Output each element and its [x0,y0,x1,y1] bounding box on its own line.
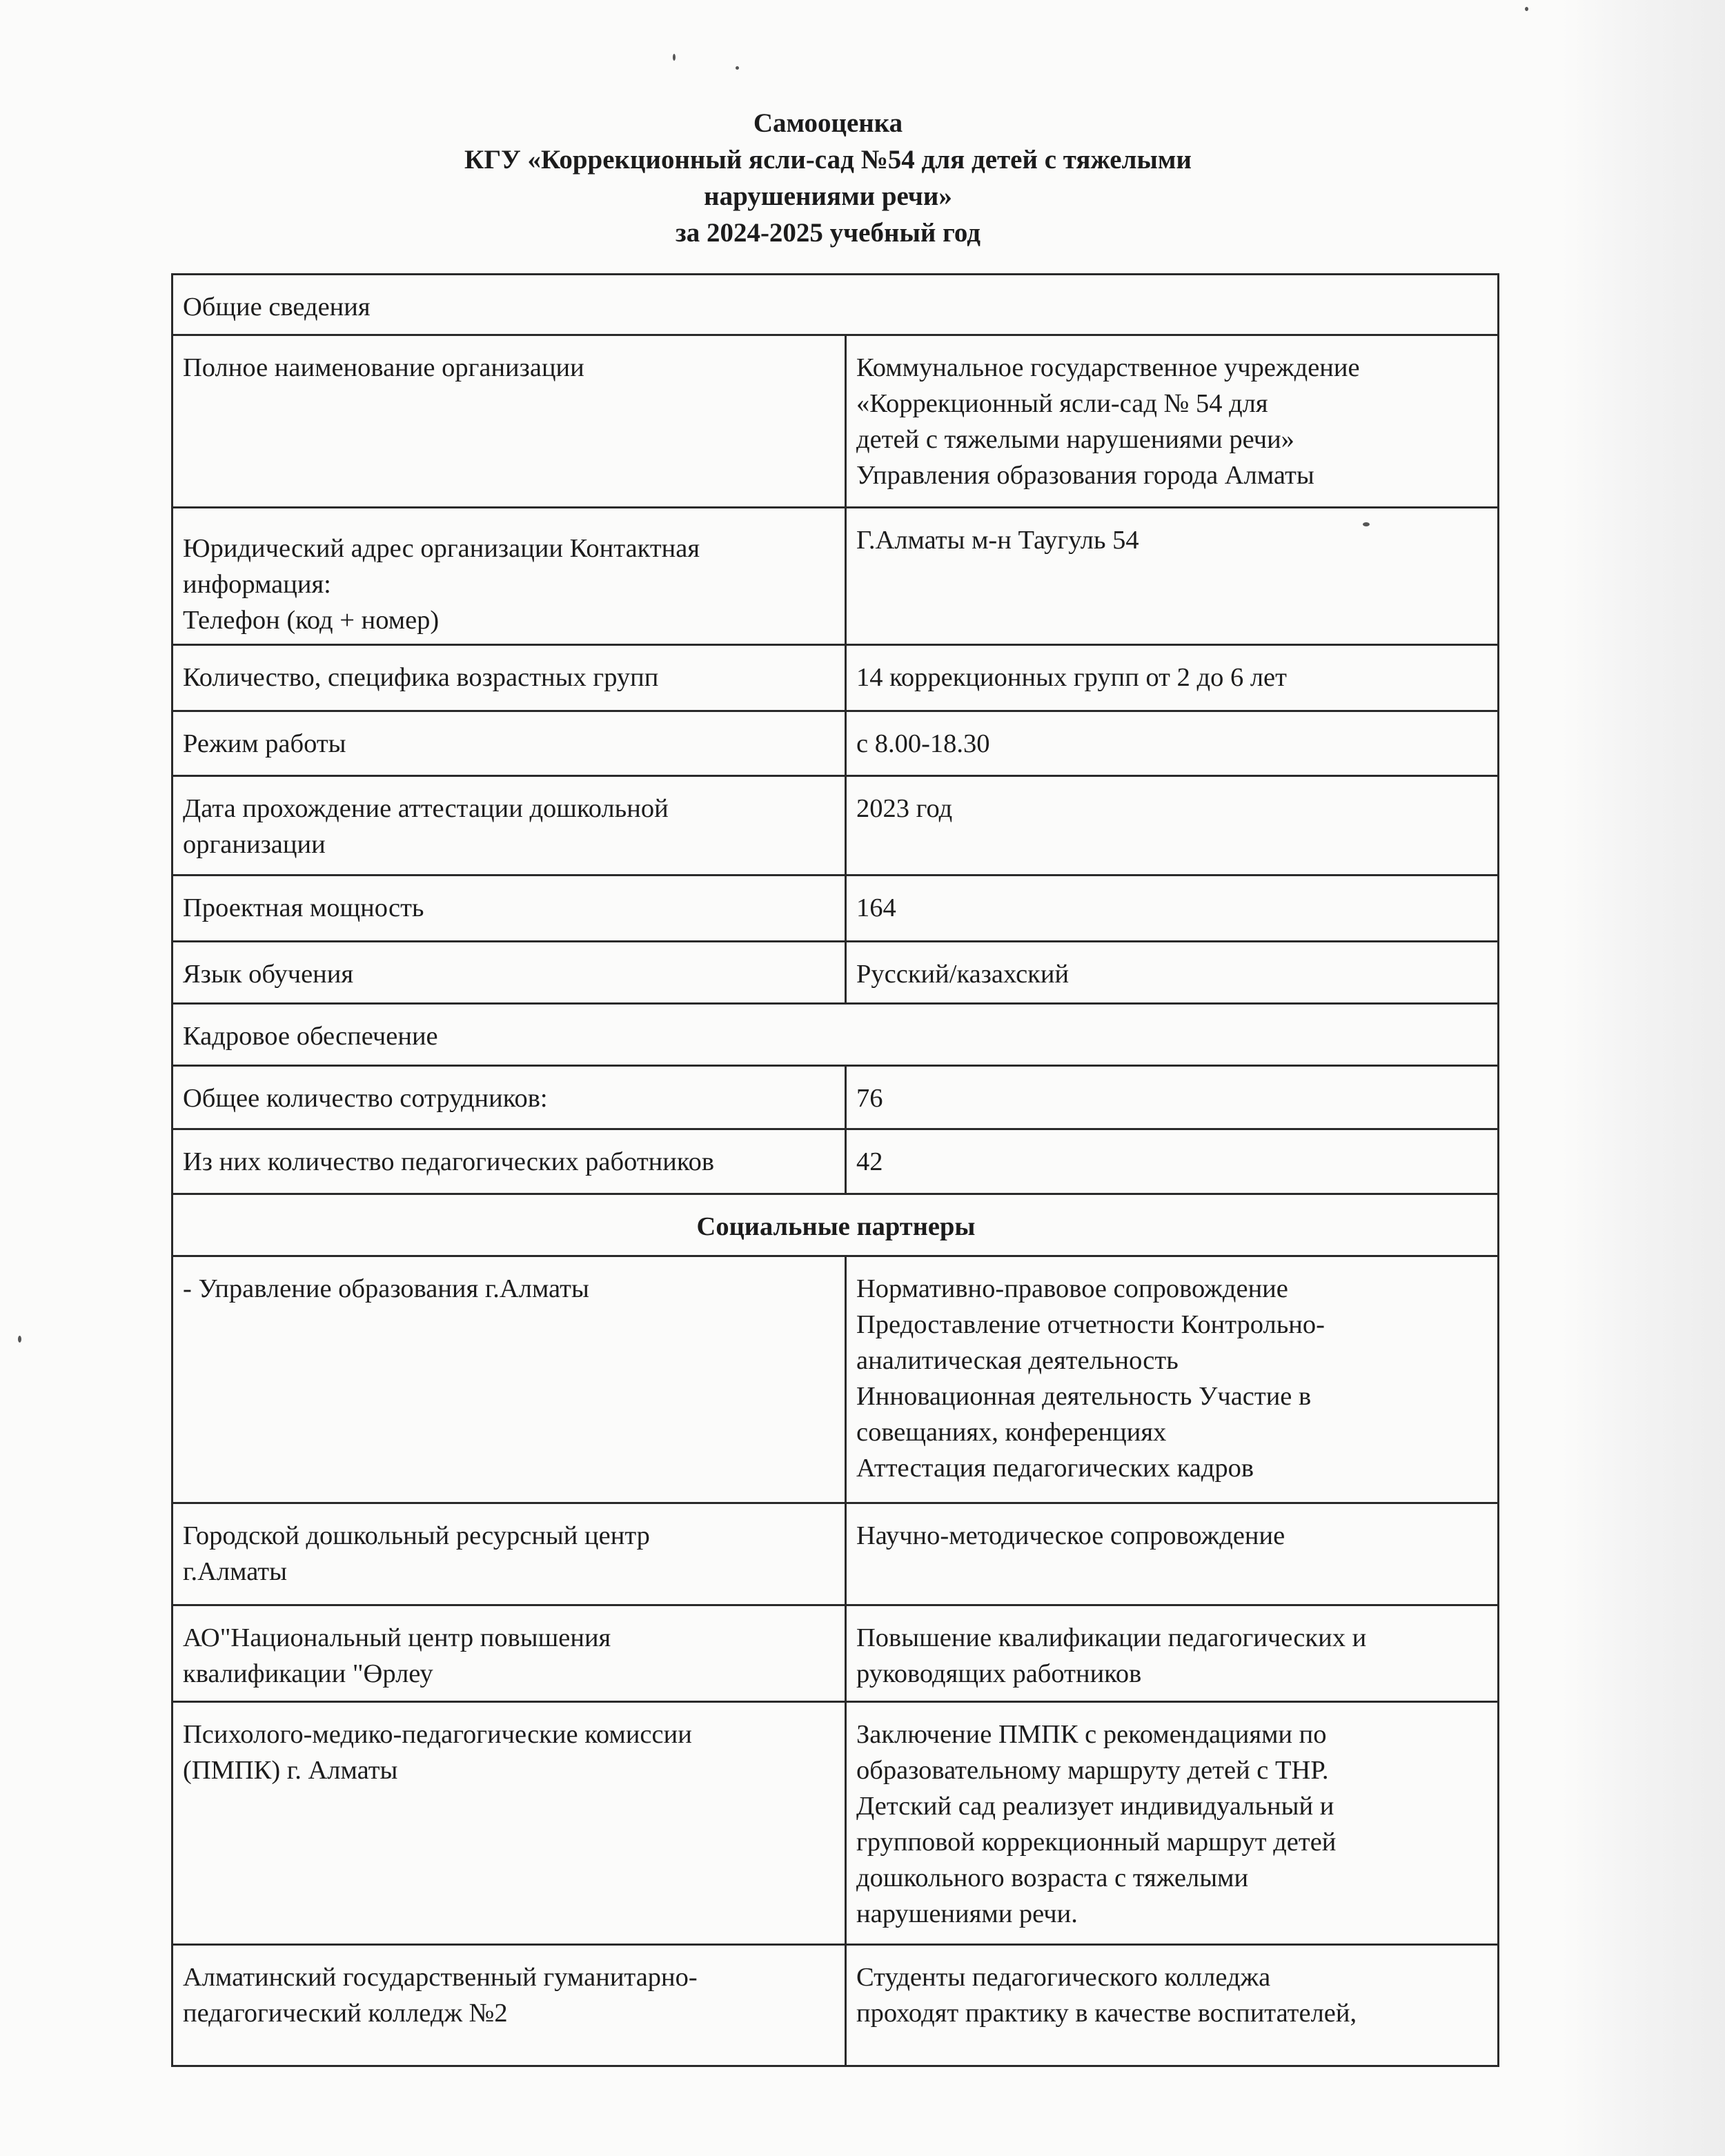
document-title [0,105,1656,251]
table-row [172,711,1499,776]
row-value-schedule: с 8.00-18.30 [846,711,1499,776]
row-label-language: Язык обучения [172,942,846,1004]
scan-speck [18,1336,21,1343]
partner-role: Нормативно-правовое сопровождение Предоставление отчетности Контрольно- аналитическая деятельность Инновационная деятельность Участие в совещаниях, конференциях Аттестация педагогических кадров [846,1256,1499,1503]
partner-name: - Управление образования г.Алматы [172,1256,846,1503]
table-row [172,1702,1499,1945]
section-row-general [172,275,1499,335]
row-label-teaching-staff: Из них количество педагогических работников [172,1129,846,1194]
self-assessment-table [171,273,1499,2067]
title-line-1: Самооценка [753,108,903,138]
partner-name: АО"Национальный центр повышения квалификации "Өрлеу [172,1605,846,1702]
partner-role: Заключение ПМПК с рекомендациями по образовательному маршруту детей с ТНР. Детский сад реализует индивидуальный и групповой коррекционный маршрут детей дошкольного возраста с тяжелыми нарушениями речи. [846,1702,1499,1945]
section-row-partners [172,1194,1499,1256]
scan-speck [1525,7,1528,11]
table-row [172,508,1499,645]
table-row [172,876,1499,942]
row-value-teaching-staff: 42 [846,1129,1499,1194]
table-row [172,1503,1499,1605]
row-label-schedule: Режим работы [172,711,846,776]
row-value-language: Русский/казахский [846,942,1499,1004]
table-row [172,645,1499,711]
row-value-address: Г.Алматы м-н Таугуль 54 [846,508,1499,645]
partner-name: Алматинский государственный гуманитарно- педагогический колледж №2 [172,1945,846,2066]
row-label-address: Юридический адрес организации Контактная информация: Телефон (код + номер) [172,508,846,645]
table-row [172,1605,1499,1702]
scan-edge-shading [1562,0,1725,2156]
row-value-full-name: Коммунальное государственное учреждение «Коррекционный ясли-сад № 54 для детей с тяжелыми нарушениями речи» Управления образования города Алматы [846,335,1499,508]
title-line-2: КГУ «Коррекционный ясли-сад №54 для детей с тяжелыми [464,145,1192,175]
row-label-capacity: Проектная мощность [172,876,846,942]
row-value-groups: 14 коррекционных групп от 2 до 6 лет [846,645,1499,711]
partner-role: Студенты педагогического колледжа проходят практику в качестве воспитателей, [846,1945,1499,2066]
section-heading-partners: Социальные партнеры [172,1194,1499,1256]
scan-speck [736,66,739,70]
partner-role: Научно-методическое сопровождение [846,1503,1499,1605]
partner-name: Городской дошкольный ресурсный центр г.Алматы [172,1503,846,1605]
section-row-staff [172,1004,1499,1066]
table-row [172,1945,1499,2066]
section-heading-staff: Кадровое обеспечение [172,1004,1499,1066]
section-heading-general: Общие сведения [172,275,1499,335]
scan-speck [673,54,676,61]
partner-role: Повышение квалификации педагогических и руководящих работников [846,1605,1499,1702]
table-row [172,1129,1499,1194]
table-row [172,942,1499,1004]
row-value-attestation: 2023 год [846,776,1499,876]
row-label-full-name: Полное наименование организации [172,335,846,508]
row-label-total-staff: Общее количество сотрудников: [172,1066,846,1129]
row-value-capacity: 164 [846,876,1499,942]
row-label-groups: Количество, специфика возрастных групп [172,645,846,711]
title-line-3: нарушениями речи» [704,181,952,211]
row-value-total-staff: 76 [846,1066,1499,1129]
row-label-attestation: Дата прохождение аттестации дошкольной организации [172,776,846,876]
title-line-4: за 2024-2025 учебный год [676,218,980,248]
table-row [172,1256,1499,1503]
partner-name: Психолого-медико-педагогические комиссии (ПМПК) г. Алматы [172,1702,846,1945]
table-row [172,1066,1499,1129]
table-row [172,335,1499,508]
table-row [172,776,1499,876]
